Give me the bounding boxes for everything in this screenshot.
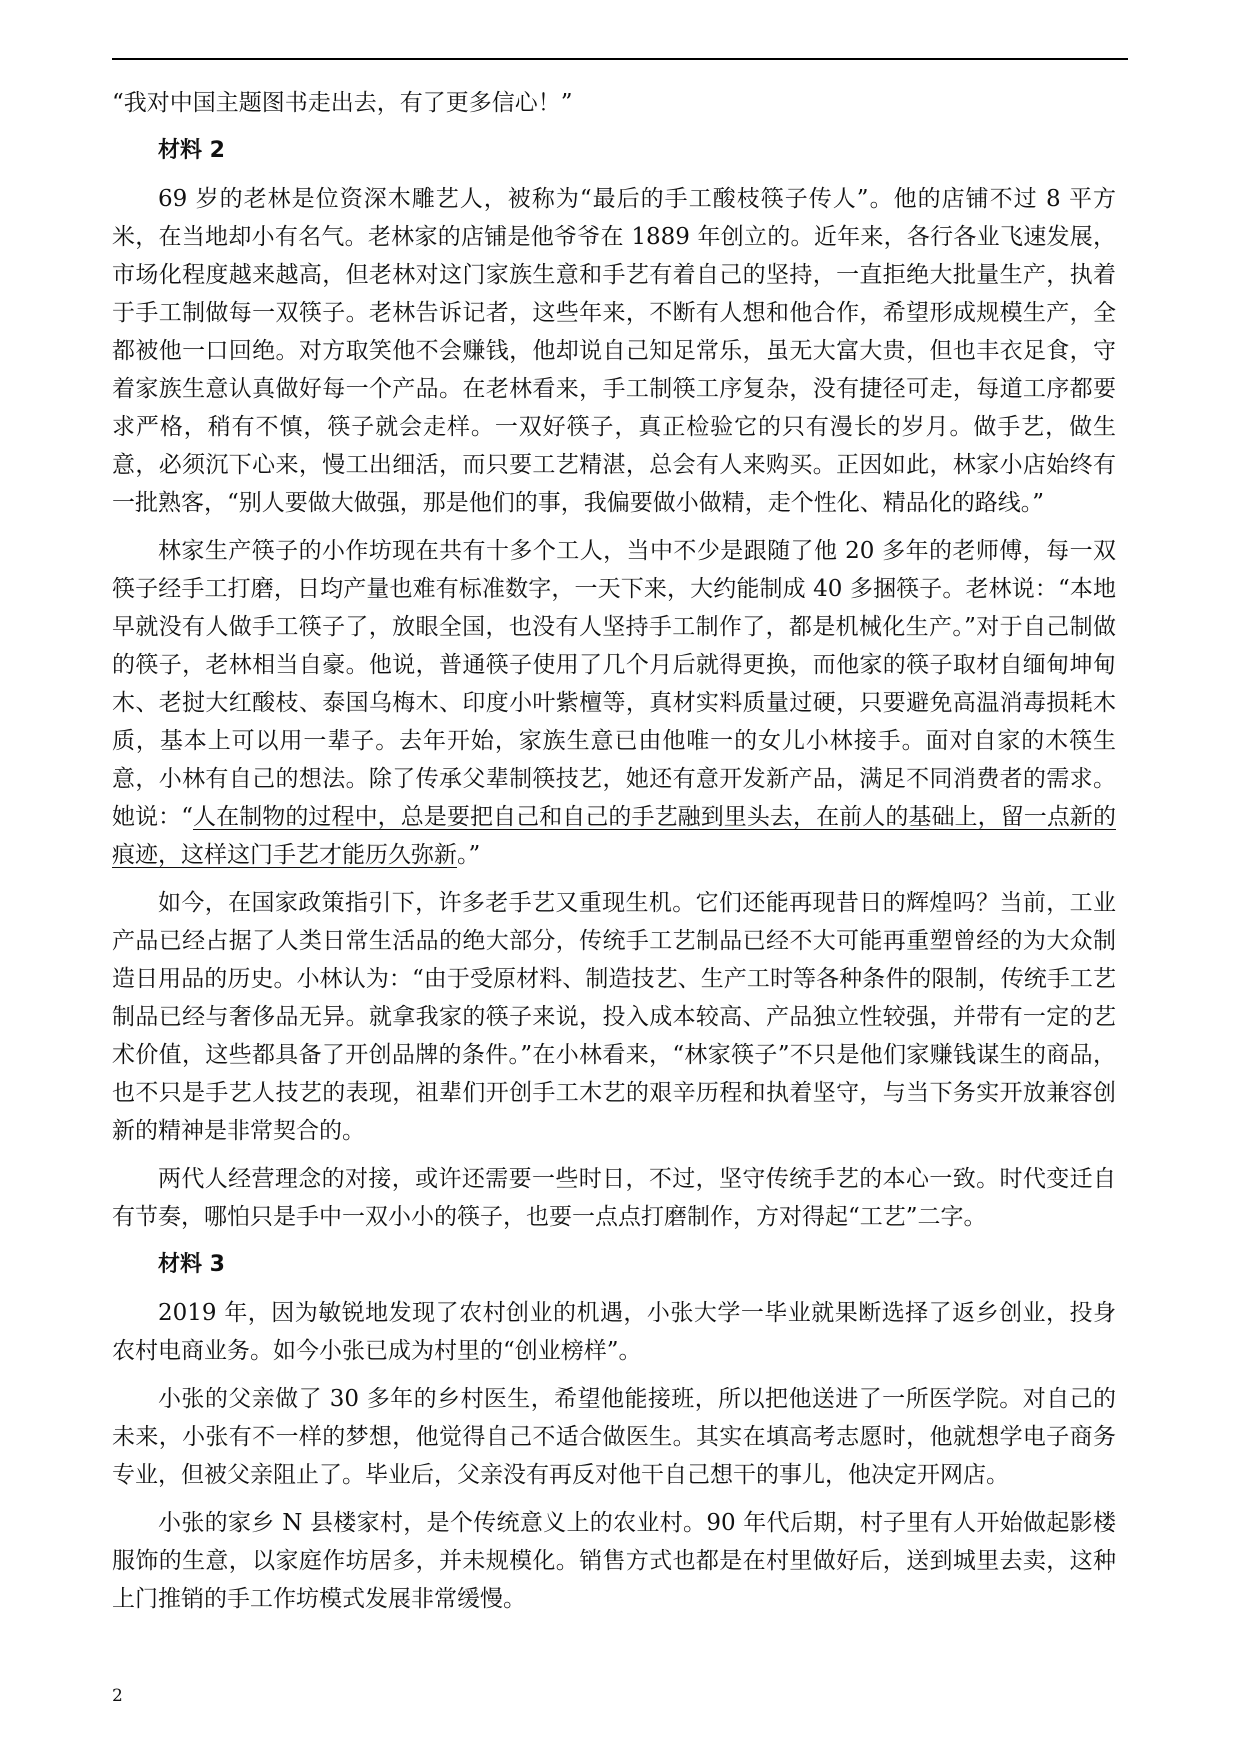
page-number: 2 bbox=[112, 1686, 123, 1706]
paragraph-workshop bbox=[112, 532, 1116, 874]
paragraph-workshop-end: 。” bbox=[457, 842, 481, 868]
paragraph-zhang-father: 小张的父亲做了 30 多年的乡村医生，希望他能接班，所以把他送进了一所医学院。对自己的未来，小张有不一样的梦想，他觉得自己不适合做医生。其实在填高考志愿时，他就想学电子商务专业，但被父亲阻止了。毕业后，父亲没有再反对他干自己想干的事儿，他决定开网店。 bbox=[112, 1386, 1116, 1488]
paragraph-quote-confidence: “我对中国主题图书走出去，有了更多信心！” bbox=[112, 90, 573, 116]
heading-material-2: 材料 2 bbox=[158, 138, 225, 163]
paragraph-revival: 如今，在国家政策指引下，许多老手艺又重现生机。它们还能再现昔日的辉煌吗？当前，工业产品已经占据了人类日常生活品的绝大部分，传统手工艺制品已经不大可能再重塑曾经的为大众制造日用品的历史。小林认为：“由于受原材料、制造技艺、生产工时等各种条件的限制，传统手工艺制品已经与奢侈品无异。就拿我家的筷子来说，投入成本较高、产品独立性较强，并带有一定的艺术价值，这些都具备了开创品牌的条件。”在小林看来，“林家筷子”不只是他们家赚钱谋生的商品，也不只是手艺人技艺的表现，祖辈们开创手工木艺的艰辛历程和执着坚守，与当下务实开放兼容创新的精神是非常契合的。 bbox=[112, 890, 1116, 1144]
heading-material-3: 材料 3 bbox=[158, 1252, 225, 1277]
paragraph-two-generations: 两代人经营理念的对接，或许还需要一些时日，不过，坚守传统手艺的本心一致。时代变迁自有节奏，哪怕只是手中一双小小的筷子，也要一点点打磨制作，方对得起“工艺”二字。 bbox=[112, 1166, 1116, 1230]
document-body bbox=[112, 84, 1116, 1628]
paragraph-old-lin-intro: 69 岁的老林是位资深木雕艺人，被称为“最后的手工酸枝筷子传人”。他的店铺不过 8 平方米，在当地却小有名气。老林家的店铺是他爷爷在 1889 年创立的。近年来，各行各业飞速发展，市场化程度越来越高，但老林对这门家族生意和手艺有着自己的坚持，一直拒绝大批量生产，执着于手工制做每一双筷子。老林告诉记者，这些年来，不断有人想和他合作，希望形成规模生产，全都被他一口回绝。对方取笑他不会赚钱，他却说自己知足常乐，虽无大富大贵，但也丰衣足食，守着家族生意认真做好每一个产品。在老林看来，手工制筷工序复杂，没有捷径可走，每道工序都要求严格，稍有不慎，筷子就会走样。一双好筷子，真正检验它的只有漫长的岁月。做手艺，做生意，必须沉下心来，慢工出细活，而只要工艺精湛，总会有人来购买。正因如此，林家小店始终有一批熟客，“别人要做大做强，那是他们的事，我偏要做小做精，走个性化、精品化的路线。” bbox=[112, 186, 1116, 516]
paragraph-loujia-village: 小张的家乡 N 县楼家村，是个传统意义上的农业村。90 年代后期，村子里有人开始做起影楼服饰的生意，以家庭作坊居多，并未规模化。销售方式也都是在村里做好后，送到城里去卖，这种上门推销的手工作坊模式发展非常缓慢。 bbox=[112, 1510, 1116, 1612]
paragraph-zhang-return: 2019 年，因为敏锐地发现了农村创业的机遇，小张大学一毕业就果断选择了返乡创业，投身农村电商业务。如今小张已成为村里的“创业榜样”。 bbox=[112, 1300, 1116, 1364]
paragraph-workshop-text: 林家生产筷子的小作坊现在共有十多个工人，当中不少是跟随了他 20 多年的老师傅，每一双筷子经手工打磨，日均产量也难有标准数字，一天下来，大约能制成 40 多捆筷子。老林说：“本地早就没有人做手工筷子了，放眼全国，也没有人坚持手工制作了，都是机械化生产。”对于自己制做的筷子，老林相当自豪。他说，普通筷子使用了几个月后就得更换，而他家的筷子取材自缅甸坤甸木、老挝大红酸枝、泰国乌梅木、印度小叶紫檀等，真材实料质量过硬，只要避免高温消毒损耗木质，基本上可以用一辈子。去年开始，家族生意已由他唯一的女儿小林接手。面对自家的木筷生意，小林有自己的想法。除了传承父辈制筷技艺，她还有意开发新产品，满足不同消费者的需求。她说：“ bbox=[112, 538, 1116, 830]
header-rule bbox=[112, 58, 1128, 60]
underlined-quote: 人在制物的过程中，总是要把自己和自己的手艺融到里头去，在前人的基础上，留一点新的痕迹，这样这门手艺才能历久弥新 bbox=[112, 804, 1116, 868]
